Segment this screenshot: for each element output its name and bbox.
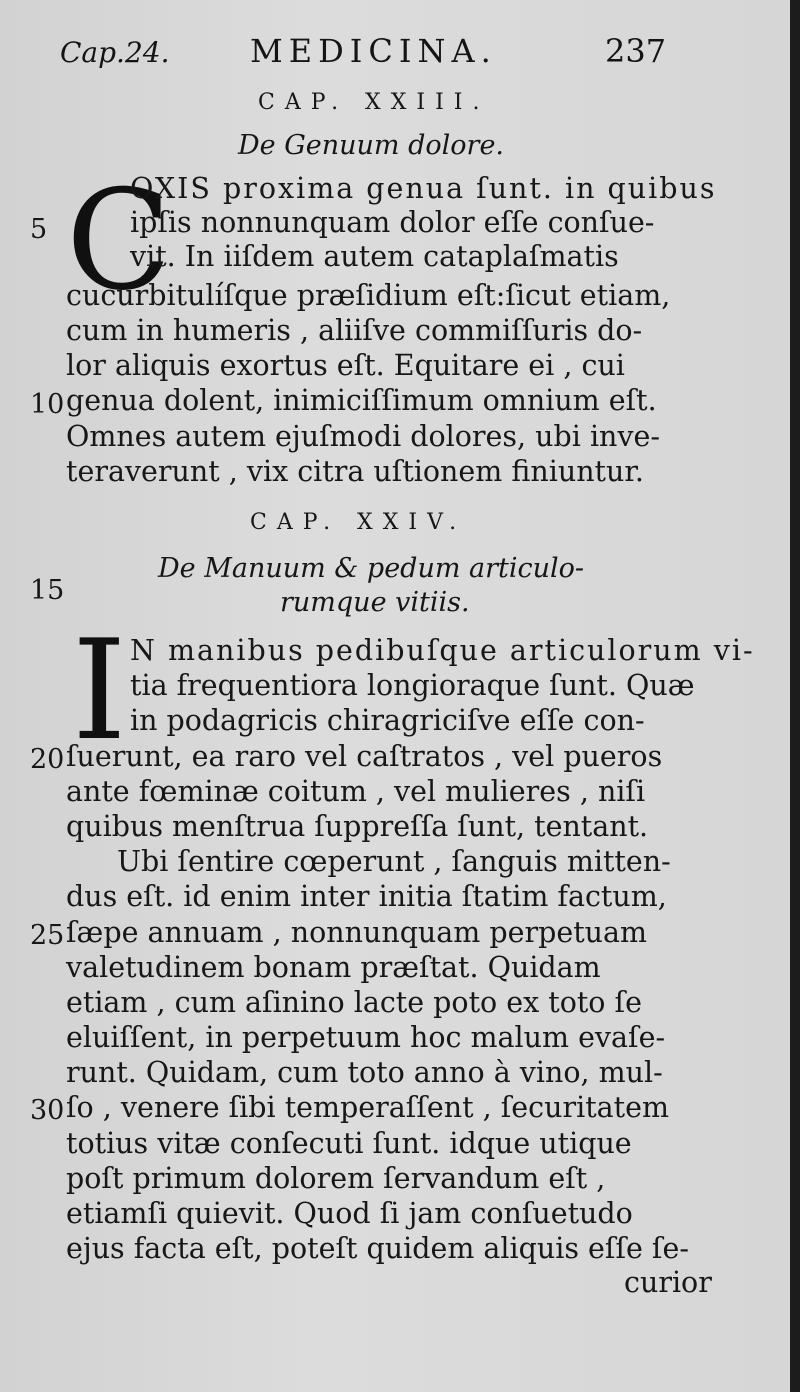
text-line: ſo , venere ſibi temperaſſent , ſecuritatem [66, 1091, 669, 1124]
text-line: Ubi ſentire cœperunt , ſanguis mitten- [117, 845, 671, 878]
text-line: lor aliquis exortus eſt. Equitare ei , cui [66, 349, 625, 382]
line-number-15: 15 [30, 575, 65, 606]
drop-cap-c: C [66, 160, 172, 321]
chapter-24-heading: CAP. XXIV. [250, 510, 467, 535]
catchword: curior [624, 1266, 712, 1299]
text-line: ante fœminæ coitum , vel mulieres , niſi [66, 775, 646, 808]
running-head [60, 30, 667, 80]
drop-cap-i: I [72, 610, 127, 771]
text-line: quibus menſtrua ſuppreſſa ſunt, tentant. [66, 810, 649, 843]
text-line: tia frequentiora longioraque ſunt. Quæ [130, 669, 695, 702]
text-line: etiamſi quievit. Quod ſi jam conſuetudo [66, 1197, 633, 1230]
chapter-23-heading: CAP. XXIII. [258, 90, 490, 115]
text-line: N manibus pedibuſque articulorum vi- [130, 634, 755, 667]
text-line: cum in humeris , aliiſve commiſſuris do- [66, 314, 643, 347]
line-number-10: 10 [30, 389, 65, 420]
line-number-5: 5 [30, 214, 48, 245]
line-number-30: 30 [30, 1095, 65, 1126]
text-line: vit. In iiſdem autem cataplaſmatis [130, 240, 619, 273]
running-head-title: MEDICINA. [250, 32, 497, 70]
text-line: etiam , cum aſinino lacte poto ex toto ſe [66, 986, 642, 1019]
chapter-23-subtitle: De Genuum dolore. [238, 130, 505, 161]
text-line: Omnes autem ejuſmodi dolores, ubi inve- [66, 420, 661, 453]
text-line: teraverunt , vix citra uſtionem finiuntur. [66, 455, 644, 488]
chapter-24-subtitle-line1: De Manuum & pedum articulo- [158, 553, 585, 584]
text-line: valetudinem bonam præſtat. Quidam [66, 951, 601, 984]
text-line: ejus facta eſt, poteſt quidem aliquis eſſe ſe- [66, 1232, 689, 1265]
page-edge [790, 0, 800, 1392]
text-line: OXIS proxima genua ſunt. in quibus [130, 172, 717, 205]
text-line: dus eſt. id enim inter initia ſtatim factum, [66, 880, 667, 913]
line-number-20: 20 [30, 744, 65, 775]
text-line: cucurbitulíſque præſidium eſt:ſicut etiam, [66, 279, 671, 312]
line-number-25: 25 [30, 920, 65, 951]
text-line: eluiſſent, in perpetuum hoc malum evaſe- [66, 1021, 666, 1054]
text-line: in podagricis chiragriciſve eſſe con- [130, 704, 645, 737]
text-line: ſuerunt, ea raro vel caſtratos , vel pueros [66, 740, 663, 773]
page-number: 237 [605, 32, 667, 70]
text-line: poſt primum dolorem ſervandum eſt , [66, 1162, 606, 1195]
chapter-24-subtitle-line2: rumque vitiis. [280, 587, 470, 618]
text-line: totius vitæ conſecuti ſunt. idque utique [66, 1127, 632, 1160]
running-head-chapter: Cap.24. [60, 36, 170, 69]
text-line: genua dolent, inimiciſſimum omnium eſt. [66, 384, 657, 417]
text-line: ipſis nonnunquam dolor eſſe conſue- [130, 206, 655, 239]
text-line: runt. Quidam, cum toto anno à vino, mul- [66, 1056, 663, 1089]
text-line: ſæpe annuam , nonnunquam perpetuam [66, 916, 648, 949]
